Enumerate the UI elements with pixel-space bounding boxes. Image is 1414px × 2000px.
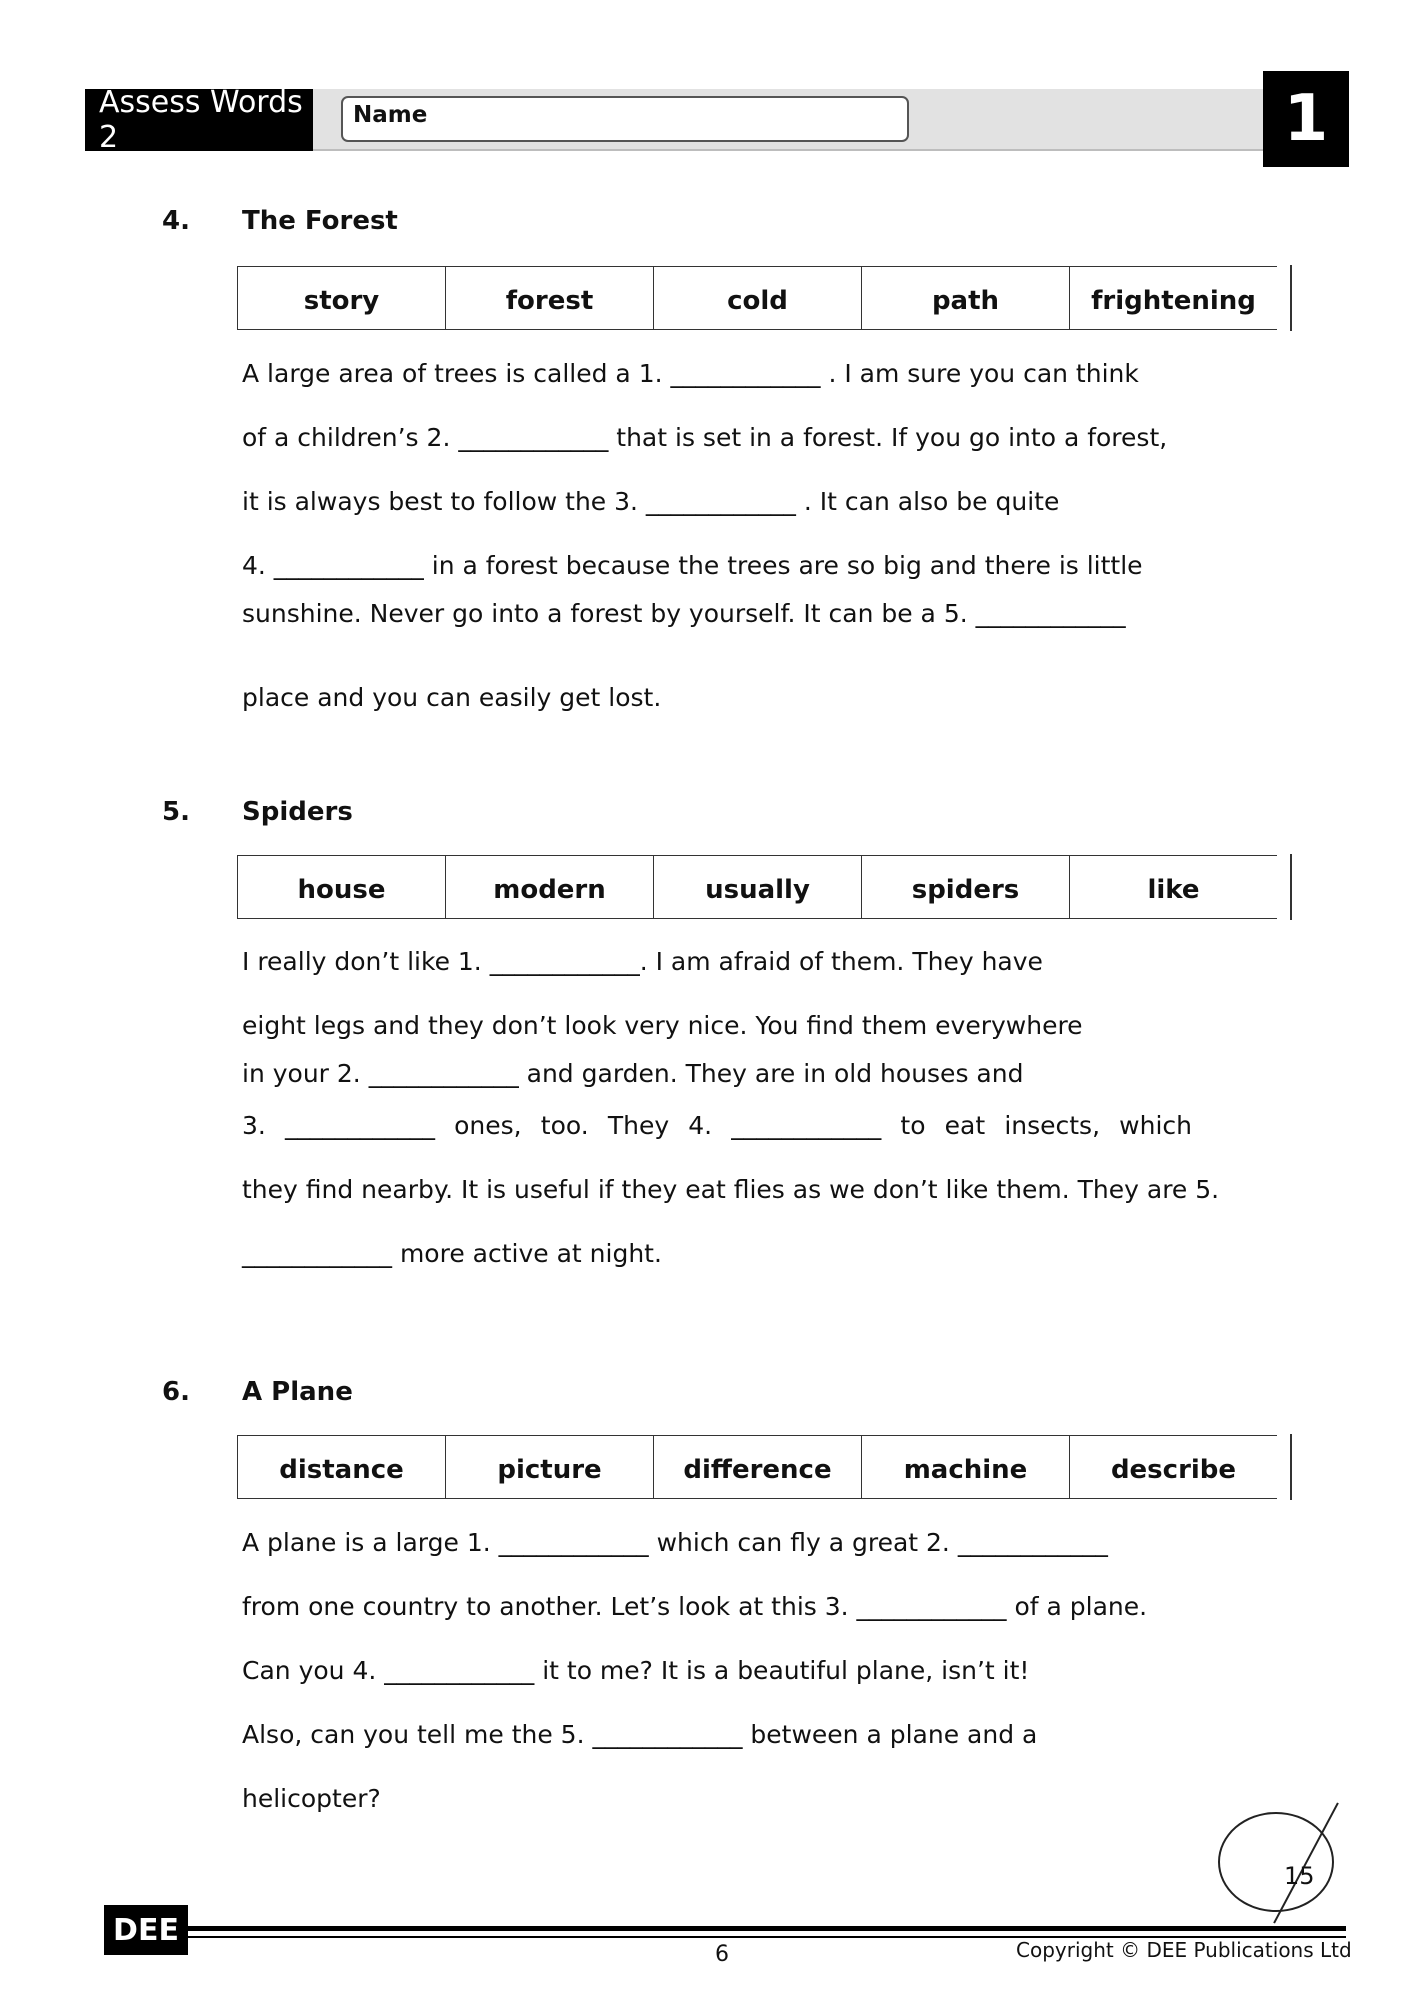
word-bank-item: like <box>1147 875 1200 905</box>
word-bank-item: house <box>238 856 446 918</box>
copyright-text: Copyright © DEE Publications Ltd <box>1016 1938 1352 1962</box>
passage-word: 3. <box>242 1111 266 1140</box>
word-bank-item: path <box>862 267 1070 329</box>
word-bank-item: modern <box>446 856 654 918</box>
passage-line: ____________ more active at night. <box>242 1239 662 1268</box>
passage-line: in your 2. ____________ and garden. They are in old houses and <box>242 1059 1024 1088</box>
worksheet-title: Assess Words 2 <box>85 89 313 151</box>
passage-line: eight legs and they don’t look very nice. You find them everywhere <box>242 1011 1083 1040</box>
passage-word: too. <box>540 1111 589 1140</box>
word-bank-item: spiders <box>862 856 1070 918</box>
word-bank-item: describe <box>1110 1455 1237 1485</box>
passage-line: they find nearby. It is useful if they eat flies as we don’t like them. They are 5. <box>242 1175 1220 1204</box>
section-6-title: A Plane <box>242 1377 353 1407</box>
section-5-word-box <box>237 855 1277 919</box>
passage-line: sunshine. Never go into a forest by yourself. It can be a 5. ____________ <box>242 599 1126 628</box>
word-bank-item: cold <box>654 267 862 329</box>
dee-logo: DEE <box>104 1905 188 1955</box>
passage-word: 4. <box>688 1111 713 1140</box>
passage-line-justified <box>242 1111 1192 1140</box>
passage-word: which <box>1119 1111 1192 1140</box>
passage-line: of a children’s 2. ____________ that is set in a forest. If you go into a forest, <box>242 423 1168 452</box>
word-bank-item: machine <box>862 1436 1070 1498</box>
passage-line: from one country to another. Let’s look at this 3. ____________ of a plane. <box>242 1592 1148 1621</box>
passage-word: eat <box>944 1111 986 1140</box>
passage-word: to <box>900 1111 926 1140</box>
passage-word: They <box>607 1111 670 1140</box>
section-4-number: 4. <box>162 206 190 236</box>
passage-line: it is always best to follow the 3. ____________ . It can also be quite <box>242 487 1060 516</box>
passage-blank: ____________ <box>285 1111 435 1140</box>
passage-line: I really don’t like 1. ____________. I am afraid of them. They have <box>242 947 1043 976</box>
passage-line: place and you can easily get lost. <box>242 683 662 712</box>
passage-word: insects, <box>1004 1111 1101 1140</box>
passage-line: Can you 4. ____________ it to me? It is a beautiful plane, isn’t it! <box>242 1656 1030 1685</box>
word-bank-item: usually <box>654 856 862 918</box>
word-bank-item: frightening <box>1091 286 1256 316</box>
score-total: 15 <box>1284 1862 1315 1890</box>
word-bank-item: forest <box>446 267 654 329</box>
footer-rule-thick <box>188 1926 1346 1931</box>
section-4-title: The Forest <box>242 206 398 236</box>
section-5-number: 5. <box>162 797 190 827</box>
name-field[interactable] <box>341 96 909 142</box>
passage-line: helicopter? <box>242 1784 381 1813</box>
passage-line: A large area of trees is called a 1. ____________ . I am sure you can think <box>242 359 1139 388</box>
word-bank-item: story <box>238 267 446 329</box>
word-bank-item: distance <box>238 1436 446 1498</box>
page-number: 6 <box>715 1942 729 1967</box>
passage-line: 4. ____________ in a forest because the trees are so big and there is little <box>242 551 1143 580</box>
section-6-number: 6. <box>162 1377 190 1407</box>
word-bank-item: difference <box>654 1436 862 1498</box>
section-5-title: Spiders <box>242 797 353 827</box>
score-circle <box>1218 1812 1334 1912</box>
header-band-underline <box>313 149 1263 151</box>
name-label: Name <box>353 102 428 128</box>
passage-line: Also, can you tell me the 5. ____________ between a plane and a <box>242 1720 1038 1749</box>
section-4-word-box <box>237 266 1277 330</box>
passage-line: A plane is a large 1. ____________ which can fly a great 2. ____________ <box>242 1528 1108 1557</box>
word-bank-item: picture <box>446 1436 654 1498</box>
passage-blank: ____________ <box>731 1111 882 1140</box>
unit-number-badge: 1 <box>1263 71 1349 167</box>
passage-word: ones, <box>454 1111 522 1140</box>
section-6-word-box <box>237 1435 1277 1499</box>
